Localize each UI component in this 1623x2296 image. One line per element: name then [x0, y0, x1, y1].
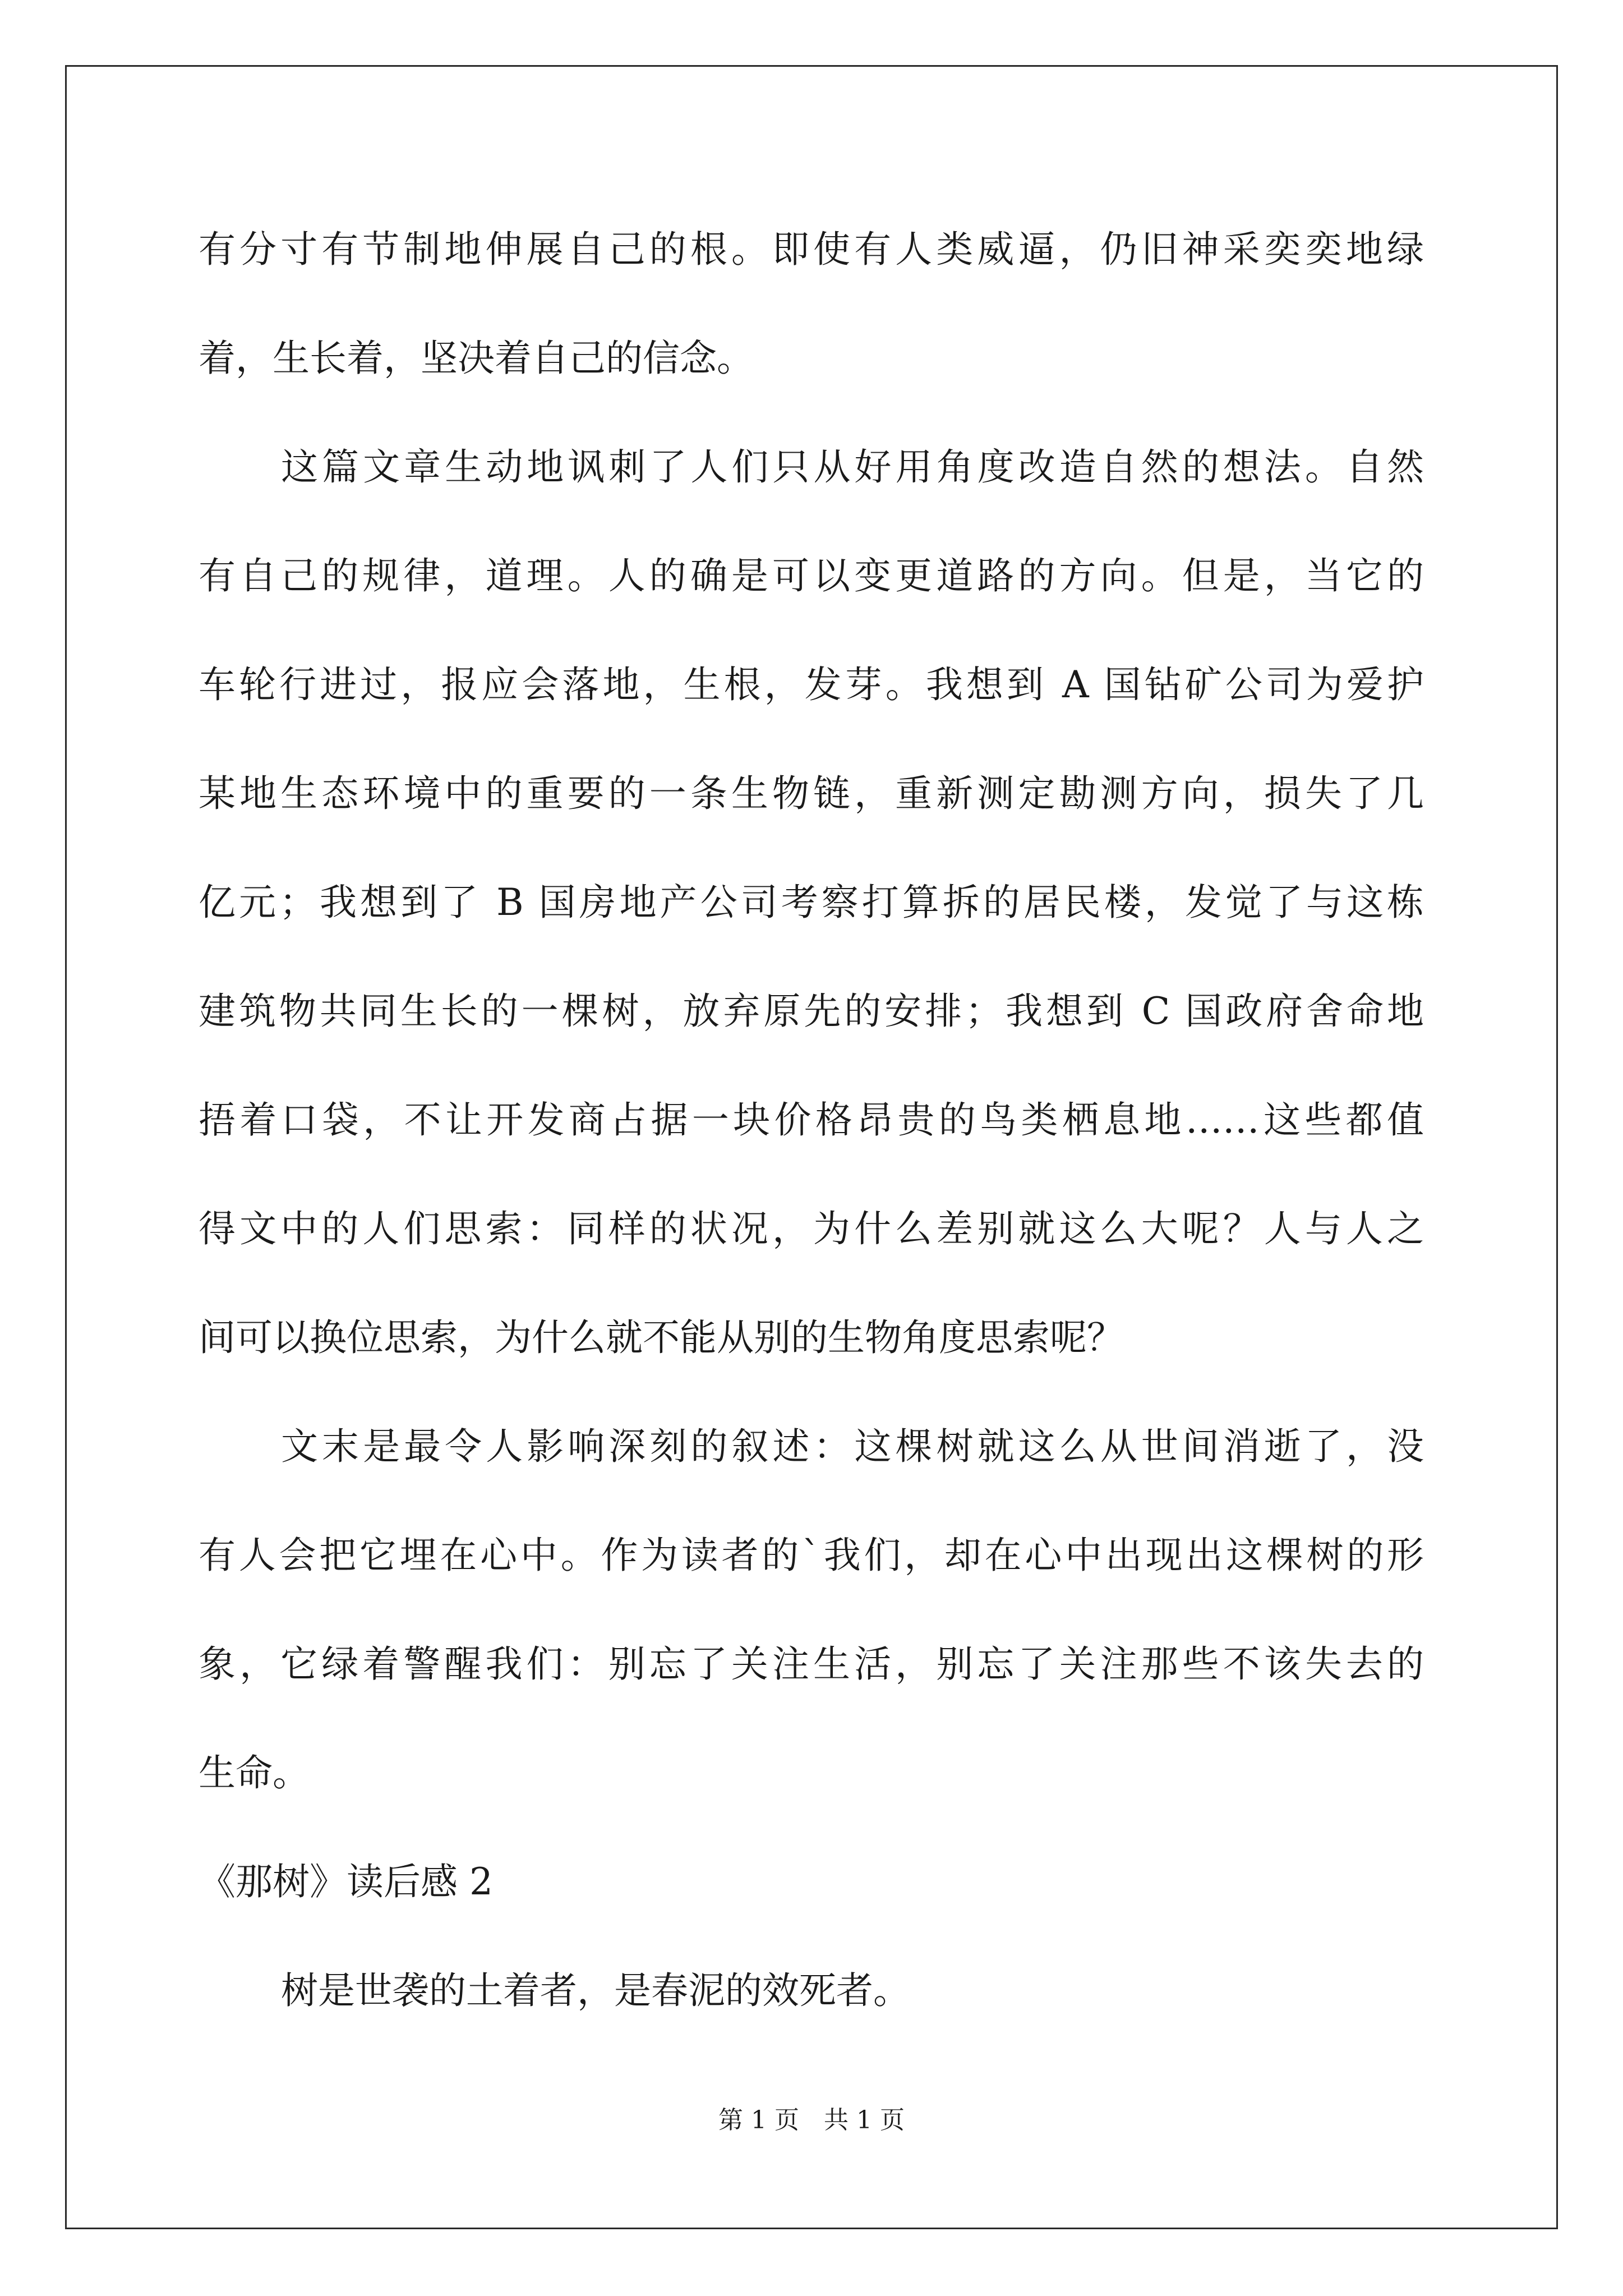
section-heading: 《那树》读后感 2 — [199, 1860, 493, 1903]
text-line: 文末是最令人影响深刻的叙述：这棵树就这么从世间消逝了，没 — [281, 1425, 1424, 1468]
text-line: 有人会把它埋在心中。作为读者的`我们，却在心中出现出这棵树的形 — [199, 1534, 1424, 1577]
text-line: 亿元；我想到了 B 国房地产公司考察打算拆的居民楼，发觉了与这栋 — [199, 881, 1424, 924]
text-line: 间可以换位思索，为什么就不能从别的生物角度思索呢？ — [199, 1316, 1124, 1359]
page-number-footer: 第 1 页 共 1 页 — [718, 2106, 905, 2134]
text-line: 象，它绿着警醒我们：别忘了关注生活，别忘了关注那些不该失去的 — [199, 1642, 1424, 1686]
text-line: 捂着口袋，不让开发商占据一块价格昂贵的鸟类栖息地……这些都值 — [199, 1098, 1424, 1142]
text-line: 建筑物共同生长的一棵树，放弃原先的安排；我想到 C 国政府舍命地 — [199, 990, 1424, 1033]
text-line: 这篇文章生动地讽刺了人们只从好用角度改造自然的想法。自然 — [281, 445, 1424, 489]
text-line: 生命。 — [199, 1751, 310, 1795]
document-body — [199, 222, 1424, 2072]
text-line: 车轮行进过，报应会落地，生根，发芽。我想到 A 国钻矿公司为爱护 — [199, 663, 1424, 706]
text-line: 有自己的规律，道理。人的确是可以变更道路的方向。但是，当它的 — [199, 554, 1424, 597]
text-line: 某地生态环境中的重要的一条生物链，重新测定勘测方向，损失了几 — [199, 772, 1424, 815]
text-line: 树是世袭的土着者，是春泥的效死者。 — [281, 1969, 910, 2012]
text-line: 有分寸有节制地伸展自己的根。即使有人类威逼，仍旧神采奕奕地绿 — [199, 228, 1424, 271]
text-line: 着，生长着，坚决着自己的信念。 — [199, 337, 754, 380]
text-line: 得文中的人们思索：同样的状况，为什么差别就这么大呢？人与人之 — [199, 1207, 1424, 1250]
